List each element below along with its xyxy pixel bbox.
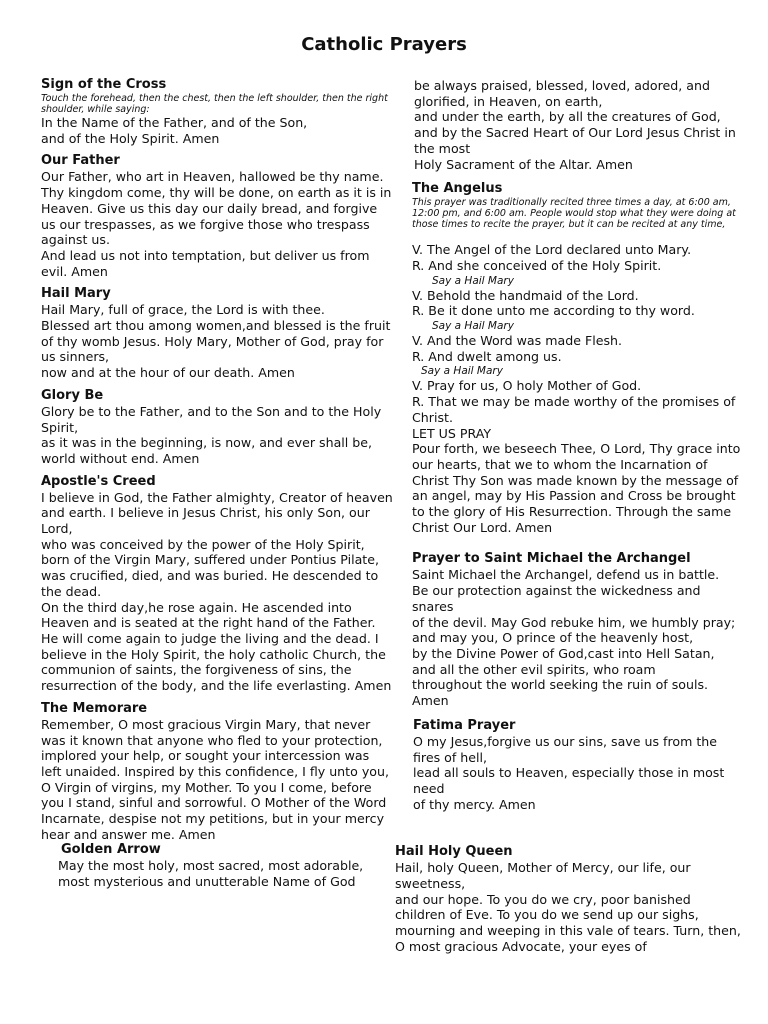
our-father-section <box>41 153 393 279</box>
say-hail-mary: Say a Hail Mary <box>432 320 514 333</box>
hail-holy-queen-section <box>395 844 742 954</box>
golden-arrow-section <box>41 842 393 889</box>
page-title: Catholic Prayers <box>301 34 467 55</box>
section-heading: Our Father <box>41 153 120 169</box>
section-heading: The Angelus <box>412 181 503 197</box>
glory-be-section <box>41 388 393 467</box>
instruction-note: This prayer was traditionally recited three times a day, at 6:00 am, 12:00 pm, and 6:00 am. People would stop what they were doing at those times to recite the prayer, but it can be recited at any time, <box>412 197 736 231</box>
prayer-text: O my Jesus,forgive us our sins, save us from the fires of hell, lead all souls to Heaven, especially those in most need of thy mercy. Amen <box>413 733 725 812</box>
prayer-text: Our Father, who art in Heaven, hallowed be thy name. Thy kingdom come, thy will be done, on earth as it is in Heaven. Give us this day our daily bread, and forgive us our trespasses, as we forgive those who trespass against us. And lead us not into temptation, but deliver us from evil. Amen <box>41 169 392 279</box>
prayer-text: In the Name of the Father, and of the Son, and of the Holy Spirit. Amen <box>41 115 308 146</box>
section-heading: The Memorare <box>41 700 148 716</box>
section-heading: Prayer to Saint Michael the Archangel <box>412 551 691 567</box>
section-heading: Fatima Prayer <box>413 717 516 733</box>
right-column <box>395 78 742 955</box>
angelus-section <box>412 181 742 535</box>
prayer-text: Glory be to the Father, and to the Son and to the Holy Spirit, as it was in the beginning, is now, and ever shall be, world without end. Amen <box>41 403 382 466</box>
memorare-section <box>41 701 393 843</box>
section-heading: Hail Mary <box>41 286 111 302</box>
section-heading: Apostle's Creed <box>41 473 156 489</box>
instruction-note: Touch the forehead, then the chest, then the left shoulder, then the right shoulder, while saying: <box>41 93 388 115</box>
left-column <box>41 77 393 890</box>
hail-mary-section <box>41 286 393 381</box>
closing-prayer: Pour forth, we beseech Thee, O Lord, Thy grace into our hearts, that we to whom the Incarnation of Christ Thy Son was made known by the message of an angel, may by His Passion and Cross be brought to the glory of His Resurrection. Through the same Christ Our Lord. Amen <box>412 441 741 535</box>
section-heading: Glory Be <box>41 387 104 403</box>
prayer-text: May the most holy, most sacred, most adorable, most mysterious and unutterable Name of God <box>58 858 364 890</box>
response: R. That we may be made worthy of the promises of Christ. <box>412 394 736 425</box>
section-heading: Sign of the Cross <box>41 77 167 92</box>
response: R. And she conceived of the Holy Spirit. <box>412 257 662 273</box>
section-heading: Golden Arrow <box>61 842 161 858</box>
saint-michael-section <box>412 551 742 708</box>
prayer-text: Saint Michael the Archangel, defend us in battle. Be our protection against the wickedness and snares of the devil. May God rebuke him, we humbly pray; and may you, O prince of the heavenly host, by the Divine Power of God,cast into Hell Satan, and all the other evil spirits, who roam throughout the world seeking the ruin of souls. Amen <box>412 567 736 709</box>
versicle: V. And the Word was made Flesh. <box>412 333 622 349</box>
sign-of-cross-section <box>41 77 393 146</box>
prayer-text: I believe in God, the Father almighty, Creator of heaven and earth. I believe in Jesus Christ, his only Son, our Lord, who was conceived by the power of the Holy Spirit, born of the Virgin Mary, suffered under Pontius Pilate, was crucified, died, and was buried. He descended to the dead. On the third day,he rose again. He ascended into Heaven and is seated at the right hand of the Father. He will come again to judge the living and the dead. I believe in the Holy Spirit, the holy catholic Church, the communion of saints, the forgiveness of sins, the resurrection of the body, and the life everlasting. Amen <box>41 489 393 694</box>
prayer-text: Remember, O most gracious Virgin Mary, that never was it known that anyone who fled to your protection, implored your help, or sought your intercession was left unaided. Inspired by this confidence, I fly unto you, O Virgin of virgins, my Mother. To you I come, before you I stand, sinful and sorrowful. O Mother of the Word Incarnate, despise not my petitions, but in your mercy hear and answer me. Amen <box>41 716 389 842</box>
prayer-text: Hail Mary, full of grace, the Lord is with thee. Blessed art thou among women,and blessed is the fruit of thy womb Jesus. Holy Mary, Mother of God, pray for us sinners, now and at the hour of our death. Amen <box>41 302 391 381</box>
versicle: V. Behold the handmaid of the Lord. <box>412 287 639 303</box>
versicle: V. The Angel of the Lord declared unto Mary. <box>412 242 692 258</box>
say-hail-mary: Say a Hail Mary <box>432 274 514 287</box>
let-us-pray: LET US PRAY <box>412 425 492 441</box>
say-hail-mary: Say a Hail Mary <box>421 365 503 378</box>
section-heading: Hail Holy Queen <box>395 844 513 860</box>
fatima-section <box>412 718 742 813</box>
prayer-text: Hail, holy Queen, Mother of Mercy, our life, our sweetness, and our hope. To you do we cry, poor banished children of Eve. To you do we send up our sighs, mourning and weeping in this vale of tears. Turn, then, O most gracious Advocate, your eyes of <box>395 860 741 954</box>
versicle: V. Pray for us, O holy Mother of God. <box>412 378 642 394</box>
response: R. Be it done unto me according to thy word. <box>412 303 695 319</box>
continuation-text: be always praised, blessed, loved, adored, and glorified, in Heaven, on earth, and under the earth, by all the creatures of God, and by the Sacred Heart of Our Lord Jesus Christ in the most Holy Sacrament of the Altar. Amen <box>414 78 736 172</box>
apostles-creed-section <box>41 474 393 694</box>
response: R. And dwelt among us. <box>412 348 562 364</box>
